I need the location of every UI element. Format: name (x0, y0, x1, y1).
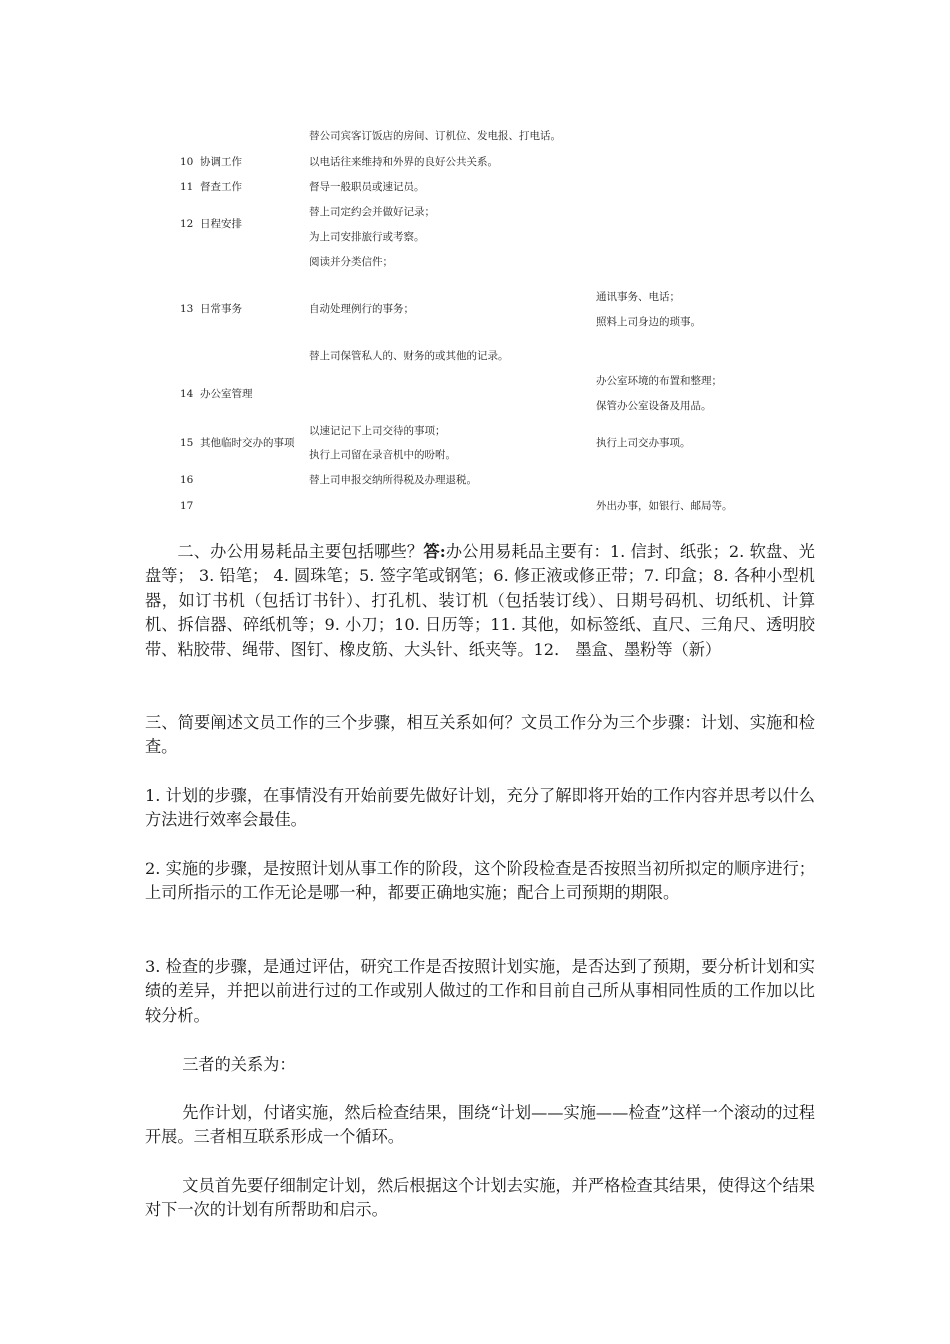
table-cell: 照料上司身边的琐事。 (596, 316, 701, 328)
row-number: 11 (180, 181, 194, 193)
row-number: 13 (180, 303, 194, 315)
row-item-name: 日常事务 (200, 303, 242, 315)
table-cell: 替上司保管私人的、财务的或其他的记录。 (309, 350, 509, 362)
row-number: 17 (180, 500, 194, 512)
row-item-name: 其他临时交办的事项 (200, 437, 295, 449)
row-item-name: 督查工作 (200, 181, 242, 193)
row-number: 15 (180, 437, 194, 449)
row-item-name: 日程安排 (200, 218, 242, 230)
step3-paragraph: 3. 检查的步骤，是通过评估，研究工作是否按照计划实施，是否达到了预期，要分析计划和实绩的差异，并把以前进行过的工作或别人做过的工作和目前自己所从事相同性质的工作加以比较分析。 (145, 957, 815, 1025)
table-cell: 执行上司留在录音机中的吩咐。 (309, 449, 456, 461)
row-number: 14 (180, 388, 194, 400)
table-cell: 替上司定约会并做好记录； (309, 206, 435, 218)
relation-heading: 三者的关系为： (182, 1055, 296, 1074)
row-number: 10 (180, 156, 194, 168)
row-item-name: 协调工作 (200, 156, 242, 168)
table-cell: 保管办公室设备及用品。 (596, 400, 712, 412)
table-cell: 以速记记下上司交待的事项； (309, 425, 446, 437)
table-cell: 外出办事，如银行、邮局等。 (596, 500, 733, 512)
relation-paragraph-1: 先作计划，付诸实施，然后检查结果，围绕“计划——实施——检查”这样一个滚动的过程开展。三者相互联系形成一个循环。 (145, 1103, 815, 1147)
table-cell: 替公司宾客订饭店的房间、订机位、发电报、打电话。 (309, 130, 561, 142)
section2-answer-label: 答: (423, 542, 446, 561)
table-cell: 督导一般职员或速记员。 (309, 181, 425, 193)
table-cell: 办公室环境的布置和整理； (596, 375, 722, 387)
section2-answer-text: 办公用易耗品主要有：1. 信封、纸张；2. 软盘、光盘等； 3. 铅笔； 4. 圆珠笔；5. 签字笔或钢笔；6. 修正液或修正带；7. 印盒；8. 各种小型机器，如订书机（包括订书针）、打孔机、装订机（包括装订线）、日期号码机、切纸机、计算机、拆信器、碎纸机等；9. 小刀；10. 日历等；11. 其他，如标签纸、直尺、三角尺、透明胶带、粘胶带、绳带、图钉、橡皮筋、大头针、纸夹等。12． 墨盒、墨粉等（新） (145, 542, 815, 659)
table-cell: 为上司安排旅行或考察。 (309, 231, 425, 243)
section2-paragraph (145, 540, 815, 662)
table-cell: 自动处理例行的事务； (309, 303, 414, 315)
row-item-name: 办公室管理 (200, 388, 253, 400)
row-number: 16 (180, 474, 194, 486)
step2-paragraph: 2. 实施的步骤，是按照计划从事工作的阶段，这个阶段检查是否按照当初所拟定的顺序进行；上司所指示的工作无论是哪一种，都要正确地实施；配合上司预期的期限。 (145, 859, 815, 903)
section3-intro: 三、简要阐述文员工作的三个步骤，相互关系如何？文员工作分为三个步骤：计划、实施和检查。 (145, 713, 815, 757)
section2-question: 二、办公用易耗品主要包括哪些？ (177, 542, 424, 561)
table-cell: 以电话往来维持和外界的良好公共关系。 (309, 156, 498, 168)
table-cell: 替上司申报交纳所得税及办理退税。 (309, 474, 477, 486)
relation-paragraph-2: 文员首先要仔细制定计划，然后根据这个计划去实施，并严格检查其结果，使得这个结果对下一次的计划有所帮助和启示。 (145, 1176, 815, 1220)
row-number: 12 (180, 218, 194, 230)
table-cell: 执行上司交办事项。 (596, 437, 691, 449)
table-cell: 阅读并分类信件； (309, 256, 393, 268)
table-cell: 通讯事务、电话； (596, 291, 680, 303)
step1-paragraph: 1. 计划的步骤，在事情没有开始前要先做好计划，充分了解即将开始的工作内容并思考以什么方法进行效率会最佳。 (145, 786, 815, 830)
